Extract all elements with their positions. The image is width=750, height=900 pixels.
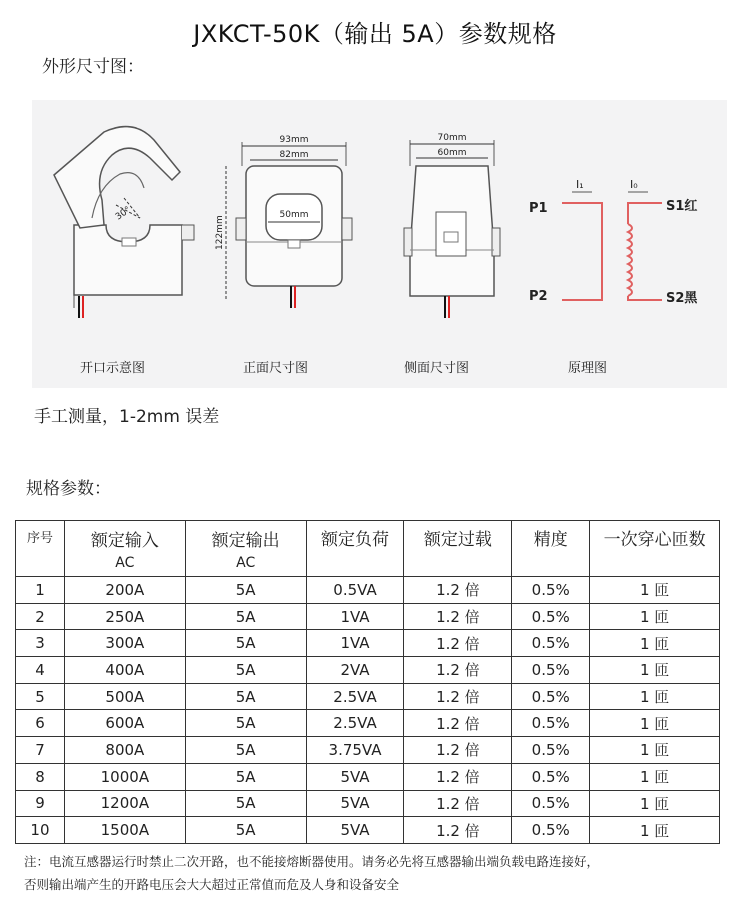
cell-turns: 1 匝 (590, 577, 720, 604)
dimension-figure-panel (32, 100, 727, 388)
cell-no: 2 (16, 603, 65, 630)
cell-no: 9 (16, 790, 65, 817)
cell-turns: 1 匝 (590, 630, 720, 657)
cell-output: 5A (185, 763, 306, 790)
cell-no: 4 (16, 657, 65, 684)
cell-overload: 1.2 倍 (404, 603, 512, 630)
cell-accuracy: 0.5% (512, 817, 590, 844)
header-output-sub: AC (236, 555, 256, 571)
cell-input: 600A (64, 710, 185, 737)
p2-label: P2 (529, 289, 548, 304)
cell-input: 1000A (64, 763, 185, 790)
table-row (16, 577, 720, 604)
cell-accuracy: 0.5% (512, 577, 590, 604)
caption-principle: 原理图 (568, 361, 608, 376)
cell-accuracy: 0.5% (512, 790, 590, 817)
dim-50-label: 50mm (279, 210, 309, 220)
cell-overload: 1.2 倍 (404, 790, 512, 817)
cell-turns: 1 匝 (590, 710, 720, 737)
cell-output: 5A (185, 577, 306, 604)
cell-output: 5A (185, 790, 306, 817)
cell-no: 3 (16, 630, 65, 657)
angle-label: 30° (113, 205, 133, 223)
p1-label: P1 (529, 201, 548, 216)
cell-load: 5VA (306, 790, 404, 817)
footnote-line-1: 注：电流互感器运行时禁止二次开路，也不能接熔断器使用。请务必先将互感器输出端负载电路连接好， (24, 854, 600, 869)
spec-table (15, 520, 720, 844)
cell-no: 6 (16, 710, 65, 737)
cell-overload: 1.2 倍 (404, 577, 512, 604)
open-view-drawing (54, 127, 194, 318)
principle-diagram (529, 178, 698, 306)
cell-input: 400A (64, 657, 185, 684)
cell-turns: 1 匝 (590, 763, 720, 790)
cell-turns: 1 匝 (590, 790, 720, 817)
cell-output: 5A (185, 710, 306, 737)
table-row (16, 657, 720, 684)
side-view-drawing (404, 133, 500, 318)
header-output (185, 521, 306, 577)
cell-load: 5VA (306, 763, 404, 790)
cell-accuracy: 0.5% (512, 657, 590, 684)
table-row (16, 763, 720, 790)
cell-input: 800A (64, 737, 185, 764)
measurement-note: 手工测量，1-2mm 误差 (34, 407, 220, 427)
front-view-drawing (215, 135, 352, 308)
spec-table-body (16, 577, 720, 844)
cell-accuracy: 0.5% (512, 630, 590, 657)
table-row (16, 630, 720, 657)
cell-load: 0.5VA (306, 577, 404, 604)
cell-load: 2VA (306, 657, 404, 684)
page-title: JXKCT-50K（输出 5A）参数规格 (193, 20, 557, 48)
cell-output: 5A (185, 603, 306, 630)
cell-overload: 1.2 倍 (404, 817, 512, 844)
cell-input: 250A (64, 603, 185, 630)
cell-load: 2.5VA (306, 710, 404, 737)
header-input (64, 521, 185, 577)
header-overload: 额定过载 (404, 521, 512, 577)
caption-front-view: 正面尺寸图 (243, 361, 309, 376)
i1-label: I₁ (576, 178, 584, 191)
cell-output: 5A (185, 683, 306, 710)
cell-turns: 1 匝 (590, 603, 720, 630)
table-header-row (16, 521, 720, 577)
cell-turns: 1 匝 (590, 683, 720, 710)
cell-accuracy: 0.5% (512, 737, 590, 764)
cell-overload: 1.2 倍 (404, 763, 512, 790)
cell-overload: 1.2 倍 (404, 683, 512, 710)
header-no: 序号 (16, 521, 65, 577)
header-input-label: 额定输入 (90, 531, 159, 551)
s2-label: S2黑 (666, 291, 698, 306)
cell-overload: 1.2 倍 (404, 710, 512, 737)
footnote-line-2: 否则输出端产生的开路电压会大大超过正常值而危及人身和设备安全 (24, 877, 400, 892)
cell-load: 2.5VA (306, 683, 404, 710)
cell-input: 200A (64, 577, 185, 604)
dim-82-label: 82mm (279, 150, 309, 160)
dim-60-label: 60mm (437, 148, 467, 158)
cell-accuracy: 0.5% (512, 603, 590, 630)
cell-accuracy: 0.5% (512, 683, 590, 710)
dim-122-label: 122mm (215, 215, 225, 250)
cell-accuracy: 0.5% (512, 710, 590, 737)
i0-label: I₀ (630, 178, 638, 191)
cell-load: 5VA (306, 817, 404, 844)
dim-93-label: 93mm (279, 135, 309, 145)
header-load: 额定负荷 (306, 521, 404, 577)
cell-turns: 1 匝 (590, 657, 720, 684)
cell-no: 8 (16, 763, 65, 790)
cell-input: 300A (64, 630, 185, 657)
table-row (16, 737, 720, 764)
dim-70-label: 70mm (437, 133, 467, 143)
s1-label: S1红 (666, 199, 698, 214)
cell-no: 5 (16, 683, 65, 710)
cell-overload: 1.2 倍 (404, 657, 512, 684)
header-turns: 一次穿心匝数 (590, 521, 720, 577)
cell-load: 1VA (306, 603, 404, 630)
cell-accuracy: 0.5% (512, 763, 590, 790)
cell-input: 1200A (64, 790, 185, 817)
header-output-label: 额定输出 (211, 531, 280, 551)
table-row (16, 603, 720, 630)
table-row (16, 790, 720, 817)
cell-no: 10 (16, 817, 65, 844)
cell-load: 3.75VA (306, 737, 404, 764)
caption-side-view: 侧面尺寸图 (404, 361, 470, 376)
table-row (16, 817, 720, 844)
caption-open-view: 开口示意图 (80, 361, 146, 376)
cell-no: 7 (16, 737, 65, 764)
cell-load: 1VA (306, 630, 404, 657)
cell-overload: 1.2 倍 (404, 630, 512, 657)
cell-turns: 1 匝 (590, 737, 720, 764)
table-row (16, 683, 720, 710)
cell-output: 5A (185, 737, 306, 764)
cell-output: 5A (185, 630, 306, 657)
cell-turns: 1 匝 (590, 817, 720, 844)
cell-overload: 1.2 倍 (404, 737, 512, 764)
cell-output: 5A (185, 657, 306, 684)
cell-output: 5A (185, 817, 306, 844)
dimension-label: 外形尺寸图： (42, 57, 144, 77)
dimension-drawings (32, 100, 727, 388)
header-accuracy: 精度 (512, 521, 590, 577)
cell-input: 500A (64, 683, 185, 710)
table-row (16, 710, 720, 737)
cell-no: 1 (16, 577, 65, 604)
header-input-sub: AC (115, 555, 135, 571)
spec-label: 规格参数： (26, 479, 111, 499)
cell-input: 1500A (64, 817, 185, 844)
footnote (24, 850, 734, 896)
